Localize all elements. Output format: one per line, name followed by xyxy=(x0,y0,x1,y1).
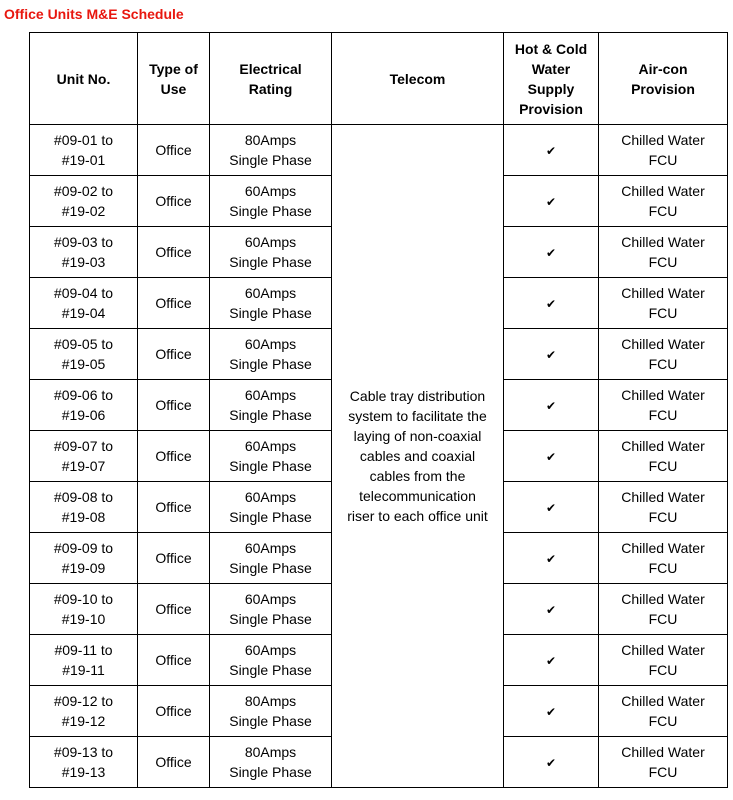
aircon-provision-cell-text: Chilled Water xyxy=(621,540,705,556)
aircon-provision-cell xyxy=(599,686,728,737)
unit-no-cell xyxy=(30,482,138,533)
aircon-provision-cell-text: FCU xyxy=(648,407,678,423)
type-of-use-cell xyxy=(138,380,210,431)
electrical-rating-cell-text: Single Phase xyxy=(229,254,312,270)
unit-no-cell-text: #09-07 to xyxy=(53,438,114,454)
unit-no-cell xyxy=(30,635,138,686)
electrical-rating-cell-text: 80Amps xyxy=(244,132,297,148)
electrical-rating-cell xyxy=(210,227,332,278)
type-of-use-cell xyxy=(138,329,210,380)
unit-no-cell-text: #19-10 xyxy=(61,611,106,627)
check-icon: ✔ xyxy=(545,297,557,311)
type-of-use-cell-text: Office xyxy=(155,397,192,413)
electrical-rating-cell-text: 60Amps xyxy=(244,438,297,454)
electrical-rating-cell xyxy=(210,176,332,227)
unit-no-cell xyxy=(30,227,138,278)
aircon-provision-cell xyxy=(599,431,728,482)
type-of-use-cell xyxy=(138,686,210,737)
unit-no-cell xyxy=(30,737,138,788)
unit-no-cell-text: #19-11 xyxy=(62,662,105,678)
aircon-provision-cell-text: Chilled Water xyxy=(621,693,705,709)
aircon-provision-cell-text: Chilled Water xyxy=(621,234,705,250)
unit-no-cell-text: #09-12 to xyxy=(53,693,114,709)
aircon-provision-cell xyxy=(599,533,728,584)
type-of-use-cell xyxy=(138,584,210,635)
aircon-provision-cell-text: FCU xyxy=(648,356,678,372)
unit-no-cell-text: #19-09 xyxy=(61,560,106,576)
water-supply-cell xyxy=(504,329,599,380)
aircon-provision-cell-text: Chilled Water xyxy=(621,183,705,199)
electrical-rating-cell-text: Single Phase xyxy=(229,611,312,627)
header-unit-no: Unit No. xyxy=(30,33,138,125)
unit-no-cell-text: #09-05 to xyxy=(53,336,114,352)
telecom-text: system to facilitate the xyxy=(348,408,487,424)
aircon-provision-cell-text: FCU xyxy=(648,203,678,219)
unit-no-cell-text: #09-08 to xyxy=(53,489,114,505)
unit-no-cell-text: #09-06 to xyxy=(53,387,114,403)
aircon-provision-cell-text: Chilled Water xyxy=(621,489,705,505)
aircon-provision-cell-text: FCU xyxy=(648,662,678,678)
unit-no-cell-text: #09-10 to xyxy=(53,591,114,607)
header-telecom: Telecom xyxy=(332,33,504,125)
type-of-use-cell-text: Office xyxy=(155,142,192,158)
unit-no-cell xyxy=(30,176,138,227)
telecom-text: riser to each office unit xyxy=(347,508,488,524)
unit-no-cell-text: #09-04 to xyxy=(53,285,114,301)
table-row xyxy=(30,125,728,176)
electrical-rating-cell-text: 60Amps xyxy=(244,387,297,403)
check-icon: ✔ xyxy=(545,552,557,566)
electrical-rating-cell-text: Single Phase xyxy=(229,764,312,780)
unit-no-cell-text: #09-01 to xyxy=(53,132,114,148)
type-of-use-cell xyxy=(138,125,210,176)
unit-no-cell xyxy=(30,329,138,380)
water-supply-cell xyxy=(504,125,599,176)
type-of-use-cell xyxy=(138,533,210,584)
unit-no-cell-text: #19-07 xyxy=(61,458,106,474)
me-schedule-table xyxy=(29,32,728,788)
unit-no-cell xyxy=(30,380,138,431)
electrical-rating-cell-text: Single Phase xyxy=(229,305,312,321)
electrical-rating-cell xyxy=(210,431,332,482)
header-aircon-provision: Air-con Provision xyxy=(599,33,728,125)
water-supply-cell xyxy=(504,584,599,635)
aircon-provision-cell xyxy=(599,584,728,635)
electrical-rating-cell-text: 60Amps xyxy=(244,285,297,301)
aircon-provision-cell-text: FCU xyxy=(648,305,678,321)
electrical-rating-cell-text: Single Phase xyxy=(229,407,312,423)
type-of-use-cell xyxy=(138,431,210,482)
aircon-provision-cell xyxy=(599,380,728,431)
aircon-provision-cell-text: Chilled Water xyxy=(621,285,705,301)
type-of-use-cell xyxy=(138,227,210,278)
water-supply-cell xyxy=(504,431,599,482)
check-icon: ✔ xyxy=(545,144,557,158)
aircon-provision-cell-text: FCU xyxy=(648,152,678,168)
electrical-rating-cell xyxy=(210,278,332,329)
check-icon: ✔ xyxy=(545,399,557,413)
type-of-use-cell xyxy=(138,278,210,329)
header-row xyxy=(30,33,728,125)
telecom-text: cables and coaxial xyxy=(359,448,476,464)
electrical-rating-cell xyxy=(210,329,332,380)
unit-no-cell-text: #19-12 xyxy=(61,713,106,729)
electrical-rating-cell xyxy=(210,584,332,635)
check-icon: ✔ xyxy=(545,195,557,209)
electrical-rating-cell xyxy=(210,686,332,737)
aircon-provision-cell-text: FCU xyxy=(648,611,678,627)
electrical-rating-cell-text: Single Phase xyxy=(229,203,312,219)
water-supply-cell xyxy=(504,227,599,278)
water-supply-cell xyxy=(504,686,599,737)
type-of-use-cell-text: Office xyxy=(155,295,192,311)
check-icon: ✔ xyxy=(545,501,557,515)
unit-no-cell-text: #19-05 xyxy=(61,356,106,372)
electrical-rating-cell-text: Single Phase xyxy=(229,713,312,729)
electrical-rating-cell xyxy=(210,635,332,686)
unit-no-cell xyxy=(30,584,138,635)
check-icon: ✔ xyxy=(545,348,557,362)
unit-no-cell-text: #19-08 xyxy=(61,509,106,525)
water-supply-cell xyxy=(504,737,599,788)
unit-no-cell-text: #19-01 xyxy=(61,152,106,168)
check-icon: ✔ xyxy=(545,654,557,668)
aircon-provision-cell-text: Chilled Water xyxy=(621,132,705,148)
water-supply-cell xyxy=(504,176,599,227)
type-of-use-cell-text: Office xyxy=(155,754,192,770)
water-supply-cell xyxy=(504,380,599,431)
electrical-rating-cell-text: 60Amps xyxy=(244,591,297,607)
aircon-provision-cell xyxy=(599,329,728,380)
type-of-use-cell-text: Office xyxy=(155,601,192,617)
electrical-rating-cell-text: Single Phase xyxy=(229,509,312,525)
aircon-provision-cell-text: Chilled Water xyxy=(621,387,705,403)
unit-no-cell-text: #19-13 xyxy=(61,764,106,780)
unit-no-cell-text: #09-09 to xyxy=(53,540,114,556)
aircon-provision-cell-text: Chilled Water xyxy=(621,591,705,607)
unit-no-cell xyxy=(30,125,138,176)
telecom-text: laying of non-coaxial xyxy=(353,428,482,444)
aircon-provision-cell-text: Chilled Water xyxy=(621,744,705,760)
type-of-use-cell xyxy=(138,176,210,227)
unit-no-cell-text: #19-03 xyxy=(61,254,106,270)
aircon-provision-cell xyxy=(599,737,728,788)
aircon-provision-cell-text: Chilled Water xyxy=(621,336,705,352)
type-of-use-cell xyxy=(138,635,210,686)
aircon-provision-cell xyxy=(599,176,728,227)
water-supply-cell xyxy=(504,533,599,584)
unit-no-cell-text: #19-04 xyxy=(61,305,106,321)
unit-no-cell-text: #09-02 to xyxy=(53,183,114,199)
type-of-use-cell-text: Office xyxy=(155,346,192,362)
telecom-cell xyxy=(332,125,504,788)
electrical-rating-cell xyxy=(210,482,332,533)
type-of-use-cell-text: Office xyxy=(155,652,192,668)
aircon-provision-cell-text: FCU xyxy=(648,713,678,729)
type-of-use-cell-text: Office xyxy=(155,499,192,515)
electrical-rating-cell-text: 60Amps xyxy=(244,234,297,250)
electrical-rating-cell-text: 60Amps xyxy=(244,336,297,352)
aircon-provision-cell-text: Chilled Water xyxy=(621,438,705,454)
aircon-provision-cell-text: FCU xyxy=(648,458,678,474)
aircon-provision-cell-text: FCU xyxy=(648,764,678,780)
electrical-rating-cell-text: 60Amps xyxy=(244,489,297,505)
type-of-use-cell-text: Office xyxy=(155,244,192,260)
unit-no-cell xyxy=(30,431,138,482)
electrical-rating-cell-text: 80Amps xyxy=(244,744,297,760)
aircon-provision-cell xyxy=(599,278,728,329)
schedule-title: Office Units M&E Schedule xyxy=(4,6,184,22)
header-water-supply: Hot & Cold Water Supply Provision xyxy=(504,33,599,125)
electrical-rating-cell-text: 80Amps xyxy=(244,693,297,709)
telecom-text: cables from the xyxy=(369,468,466,484)
telecom-text: telecommunication xyxy=(359,488,476,504)
type-of-use-cell xyxy=(138,737,210,788)
type-of-use-cell xyxy=(138,482,210,533)
header-electrical-rating: Electrical Rating xyxy=(210,33,332,125)
electrical-rating-cell xyxy=(210,533,332,584)
electrical-rating-cell-text: Single Phase xyxy=(229,560,312,576)
aircon-provision-cell xyxy=(599,125,728,176)
header-type-of-use: Type of Use xyxy=(138,33,210,125)
aircon-provision-cell-text: Chilled Water xyxy=(621,642,705,658)
check-icon: ✔ xyxy=(545,246,557,260)
unit-no-cell-text: #09-03 to xyxy=(53,234,114,250)
unit-no-cell-text: #19-06 xyxy=(61,407,106,423)
electrical-rating-cell-text: Single Phase xyxy=(229,356,312,372)
unit-no-cell xyxy=(30,278,138,329)
unit-no-cell-text: #19-02 xyxy=(61,203,106,219)
telecom-text: Cable tray distribution xyxy=(349,388,486,404)
type-of-use-cell-text: Office xyxy=(155,703,192,719)
unit-no-cell-text: #09-11 to xyxy=(54,642,113,658)
aircon-provision-cell xyxy=(599,482,728,533)
check-icon: ✔ xyxy=(545,756,557,770)
unit-no-cell-text: #09-13 to xyxy=(53,744,114,760)
aircon-provision-cell xyxy=(599,227,728,278)
aircon-provision-cell-text: FCU xyxy=(648,560,678,576)
electrical-rating-cell xyxy=(210,737,332,788)
electrical-rating-cell-text: 60Amps xyxy=(244,642,297,658)
check-icon: ✔ xyxy=(545,450,557,464)
electrical-rating-cell xyxy=(210,125,332,176)
type-of-use-cell-text: Office xyxy=(155,550,192,566)
electrical-rating-cell-text: Single Phase xyxy=(229,152,312,168)
electrical-rating-cell-text: 60Amps xyxy=(244,540,297,556)
water-supply-cell xyxy=(504,482,599,533)
type-of-use-cell-text: Office xyxy=(155,193,192,209)
aircon-provision-cell xyxy=(599,635,728,686)
check-icon: ✔ xyxy=(545,603,557,617)
unit-no-cell xyxy=(30,533,138,584)
type-of-use-cell-text: Office xyxy=(155,448,192,464)
electrical-rating-cell xyxy=(210,380,332,431)
aircon-provision-cell-text: FCU xyxy=(648,254,678,270)
electrical-rating-cell-text: Single Phase xyxy=(229,662,312,678)
aircon-provision-cell-text: FCU xyxy=(648,509,678,525)
electrical-rating-cell-text: 60Amps xyxy=(244,183,297,199)
electrical-rating-cell-text: Single Phase xyxy=(229,458,312,474)
water-supply-cell xyxy=(504,278,599,329)
water-supply-cell xyxy=(504,635,599,686)
unit-no-cell xyxy=(30,686,138,737)
check-icon: ✔ xyxy=(545,705,557,719)
